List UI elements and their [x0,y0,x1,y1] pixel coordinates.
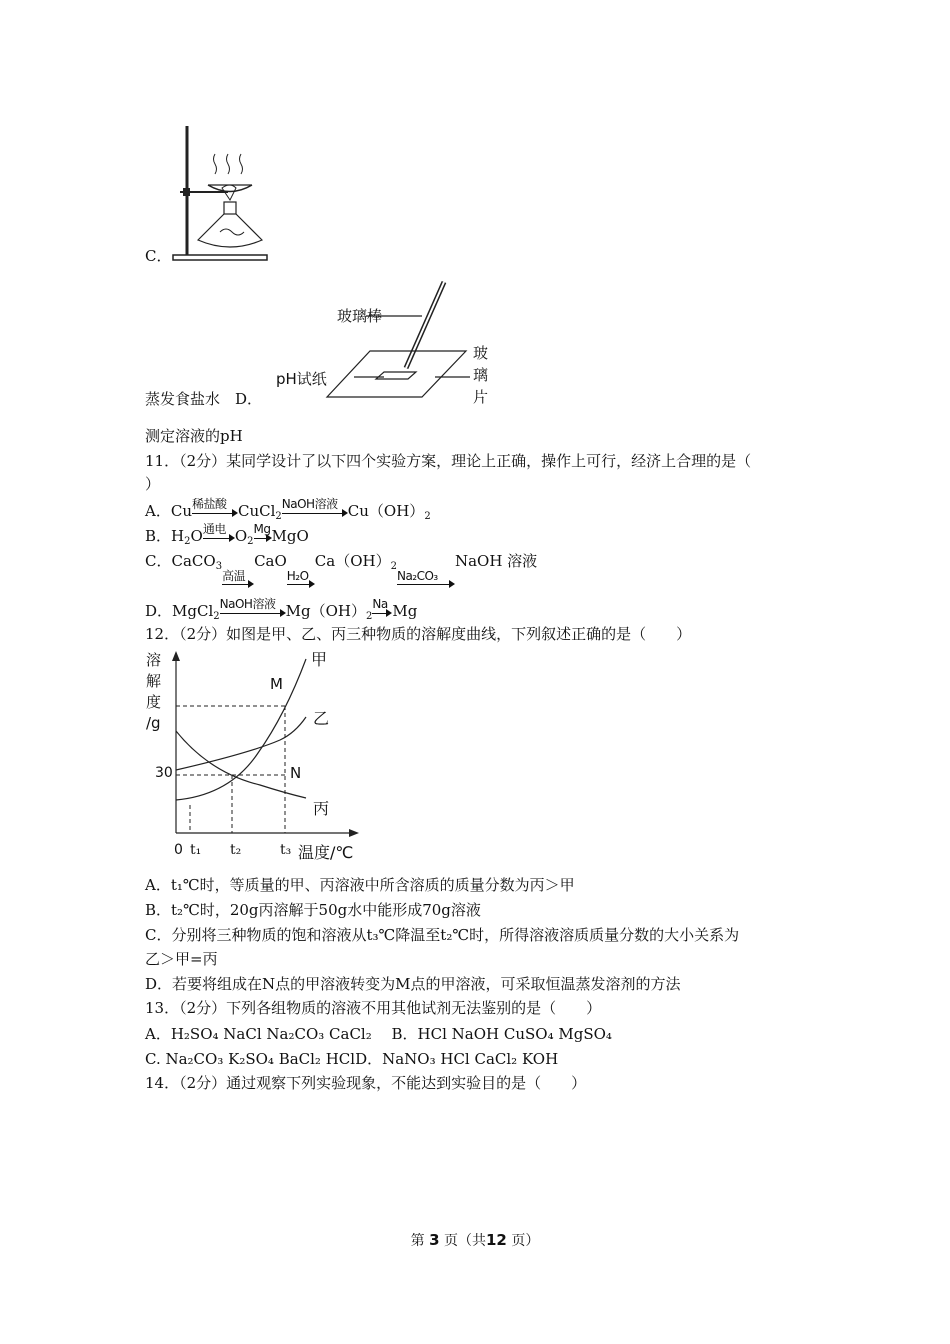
solubility-curve-chart [140,645,370,865]
option-d-prefix: 蒸发食盐水 D． [145,390,263,408]
q12-option-d: D．若要将组成在N点的甲溶液转变为M点的甲溶液，可采取恒温蒸发溶剂的方法 [145,975,681,993]
series-label-jia: 甲 [311,650,328,669]
glass-rod-label: 玻璃棒 [337,307,383,325]
series-label-bing: 丙 [313,799,330,818]
q14-stem: 14．（2分）通过观察下列实验现象，不能达到实验目的是（ ） [145,1074,587,1092]
option-d-caption: 测定溶液的pH [145,427,243,445]
chart-x-tick-t3: t₃ [280,842,292,858]
chart-y-tick-30: 30 [155,765,173,781]
q12-option-c-line2: 乙＞甲=丙 [145,950,218,968]
chart-x-tick-t1: t₁ [190,842,202,858]
chart-x-axis-label: 温度/℃ [298,843,354,862]
q12-option-a: A．t₁℃时，等质量的甲、丙溶液中所含溶质的质量分数为丙＞甲 [145,876,575,894]
q11-stem: 11．（2分）某同学设计了以下四个实验方案，理论上正确，操作上可行，经济上合理的是（ [145,452,752,470]
q11-stem-end: ） [145,475,161,493]
option-c-label: C． [145,247,172,265]
series-label-yi: 乙 [313,709,330,728]
page-footer: 第 3 页（共12 页） [410,1231,540,1249]
ph-paper-label: pH试纸 [276,370,327,388]
point-label-n: N [290,764,302,782]
q12-option-c-line1: C．分别将三种物质的饱和溶液从t₃℃降温至t₂℃时，所得溶液溶质质量分数的大小关系为 [145,926,740,944]
evaporation-apparatus-figure [170,122,270,264]
q13-stem: 13．（2分）下列各组物质的溶液不用其他试剂无法鉴别的是（ ） [145,999,602,1017]
chart-y-axis-label: 溶 解 度 /g [146,651,162,732]
curve-bing [176,731,306,798]
point-label-m: M [270,675,283,693]
glass-plate-label: 玻 璃 片 [473,344,489,406]
q11-option-a: A．Cu 稀盐酸 CuCl$_2$ NaOH溶液 $Cu(OH)_2$ [145,497,431,522]
page-number: 3 [429,1231,440,1249]
page-total: 12 [486,1231,507,1249]
q13-options-line2: C. Na₂CO₃ K₂SO₄ BaCl₂ HClD．NaNO₃ HCl CaCl₂ KOH [145,1050,559,1068]
q12-stem: 12．（2分）如图是甲、乙、丙三种物质的溶解度曲线，下列叙述正确的是（ ） [145,625,692,643]
q11-option-d: D．MgCl$_2$ NaOH溶液 $Mg(OH)_2$ Na Mg [145,597,418,622]
q11-option-c: C．CaCO$_3$ 高温 CaO H₂O $Ca(OH)_2$ Na₂CO₃ NaOH 溶液 [145,551,537,580]
chart-x-tick-t2: t₂ [230,842,242,858]
q12-option-b: B．t₂℃时，20g丙溶解于50g水中能形成70g溶液 [145,901,481,919]
q11-option-b: B．$H_2O$ 通电 $O_2$ Mg MgO [145,522,309,547]
curve-yi [176,717,306,770]
q13-options-line1: A．H₂SO₄ NaCl Na₂CO₃ CaCl₂ B．HCl NaOH CuSO₄ MgSO₄ [145,1025,612,1043]
chart-origin-label: 0 [174,842,183,858]
ph-test-figure [272,276,502,411]
